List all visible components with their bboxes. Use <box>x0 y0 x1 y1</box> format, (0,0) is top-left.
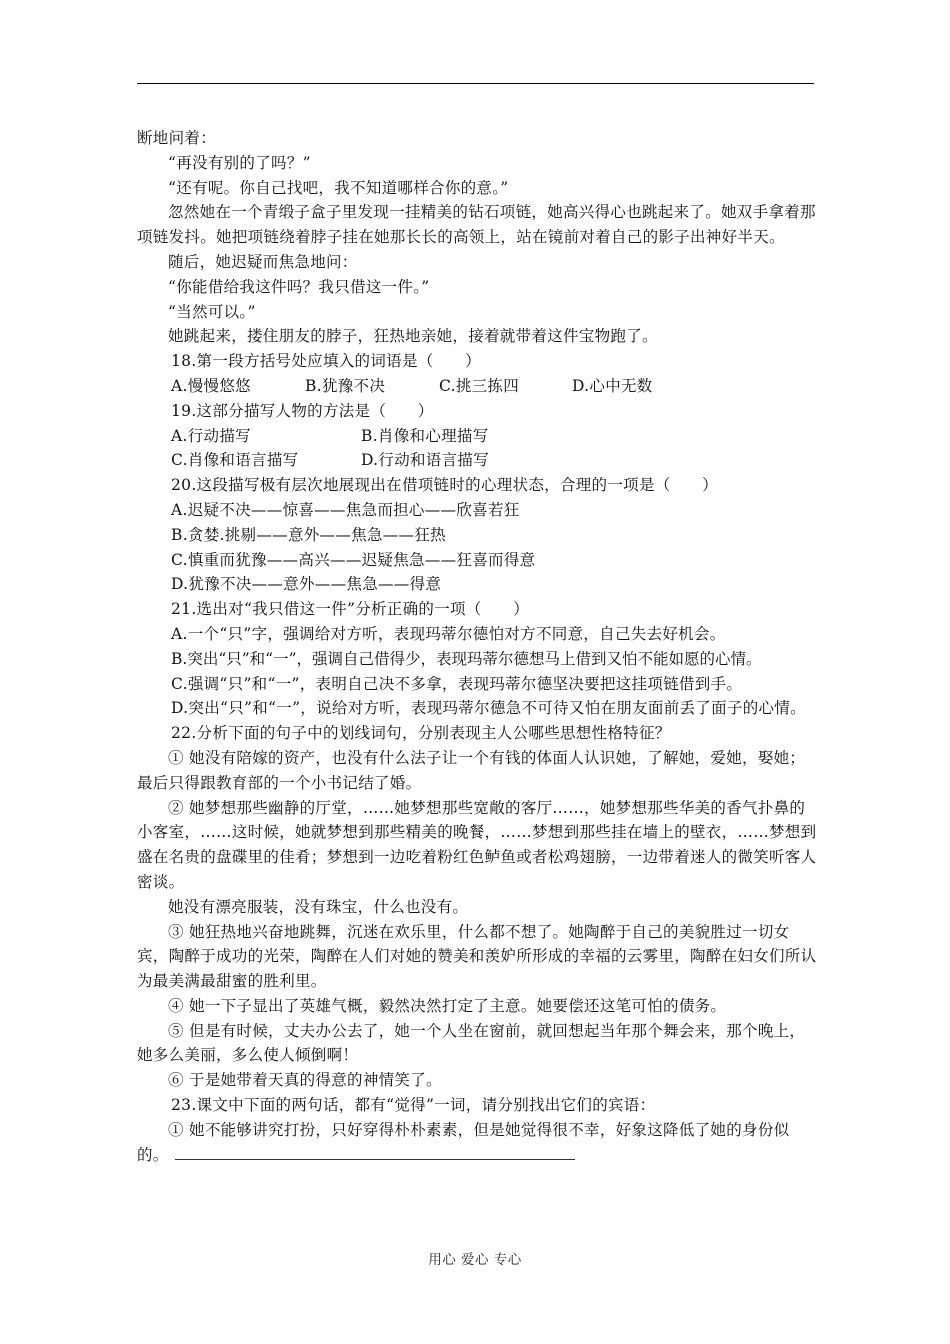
option-b: B.突出“只”和“一”，强调自己借得少，表现玛蒂尔德想马上借到又怕不能如愿的心情。 <box>171 649 762 668</box>
passage-line: 她跳起来，搂住朋友的脖子，狂热地亲她，接着就带着这件宝物跑了。 <box>168 327 658 346</box>
question-21-stem: 21.选出对“我只借这一件”分析正确的一项（ ） <box>171 600 529 619</box>
option-a: A.一个“只”字，强调给对方听，表现玛蒂尔德怕对方不同意，自己失去好机会。 <box>171 624 726 643</box>
option-c: C.肖像和语言描写 <box>171 451 299 470</box>
question-23-stem: 23.课文中下面的两句话，都有“觉得”一词，请分别找出它们的宾语： <box>171 1096 656 1115</box>
question-18-stem: 18.第一段方括号处应填入的词语是（ ） <box>171 352 481 371</box>
sentence-2-continued: 她没有漂亮服装，没有珠宝，什么也没有。 <box>168 897 469 916</box>
header-rule <box>137 83 814 84</box>
passage-line: “还有呢。你自己找吧，我不知道哪样合你的意。” <box>168 178 509 197</box>
question-19-stem: 19.这部分描写人物的方法是（ ） <box>171 401 434 420</box>
question-22-stem: 22.分析下面的句子中的划线词句，分别表现主人公哪些思想性格特征？ <box>171 724 671 743</box>
document-body <box>137 126 820 1167</box>
option-c: C.强调“只”和“一”，表明自己决不多拿，表现玛蒂尔德坚决要把这挂项链借到手。 <box>171 674 743 693</box>
option-a: A.慢慢悠悠 <box>171 376 251 395</box>
question-18-options <box>137 374 820 399</box>
page-footer: 用心 爱心 专心 <box>428 1252 522 1268</box>
sentence-5: ⑤ 但是有时候，丈夫办公去了，她一个人坐在窗前，就回想起当年那个舞会来，那个晚上，她多么美丽，多么使人倾倒啊！ <box>137 1021 806 1065</box>
sentence-text: ① 她不能够讲究打扮，只好穿得朴朴素素，但是她觉得很不幸，好象这降低了她的身份似的。 <box>137 1120 790 1164</box>
option-c: C.挑三拣四 <box>439 376 520 395</box>
option-d: D.行动和语言描写 <box>361 451 490 470</box>
option-d: D.突出“只”和“一”，说给对方听，表现玛蒂尔德急不可待又怕在朋友面前丢了面子的心情。 <box>171 699 806 718</box>
option-a: A.行动描写 <box>171 426 251 445</box>
option-d: D.犹豫不决——意外——焦急——得意 <box>171 575 442 594</box>
passage-line: 随后，她迟疑而焦急地问： <box>168 252 358 271</box>
option-a: A.迟疑不决——惊喜——焦急而担心——欣喜若狂 <box>171 500 520 519</box>
sentence-6: ⑥ 于是她带着天真的得意的神情笑了。 <box>168 1071 442 1090</box>
sentence-3: ③ 她狂热地兴奋地跳舞，沉迷在欢乐里，什么都不想了。她陶醉于自己的美貌胜过一切女宾，陶醉于成功的光荣，陶醉在人们对她的赞美和羡妒所形成的幸福的云雾里，陶醉在妇女们所认为最美满最甜蜜的胜利里。 <box>137 922 817 991</box>
answer-blank[interactable] <box>175 1159 575 1160</box>
passage-line: “再没有别的了吗？” <box>168 153 311 172</box>
passage-line: “当然可以。” <box>168 302 256 321</box>
option-b: B.贪婪.挑剔——意外——焦急——狂热 <box>171 525 446 544</box>
question-19-options-row1 <box>137 424 820 449</box>
question-20-stem: 20.这段描写极有层次地展现出在借项链时的心理状态，合理的一项是（ ） <box>171 476 718 495</box>
sentence-1 <box>137 1118 820 1168</box>
option-d: D.心中无数 <box>572 376 653 395</box>
sentence-4: ④ 她一下子显出了英雄气概，毅然决然打定了主意。她要偿还这笔可怕的债务。 <box>168 996 727 1015</box>
option-c: C.慎重而犹豫——高兴——迟疑焦急——狂喜而得意 <box>171 550 536 569</box>
passage-paragraph: 忽然她在一个青缎子盒子里发现一挂精美的钻石项链，她高兴得心也跳起来了。她双手拿着那项链发抖。她把项链绕着脖子挂在她那长长的高领上，站在镜前对着自己的影子出神好半天。 <box>137 203 816 247</box>
sentence-1: ① 她没有陪嫁的资产，也没有什么法子让一个有钱的体面人认识她，了解她，爱她，娶她；最后只得跟教育部的一个小书记结了婚。 <box>137 748 806 792</box>
sentence-2: ② 她梦想那些幽静的厅堂，……她梦想那些宽敞的客厅……，她梦想那些华美的香气扑鼻的小客室，……这时候，她就梦想到那些精美的晚餐，……梦想到那些挂在墙上的壁衣，……梦想到盛在名贵的盘碟里的佳肴；梦想到一边吃着粉红色鲈鱼或者松鸡翅膀，一边带着迷人的微笑听客人密谈。 <box>137 798 817 891</box>
passage-line: 断地问着： <box>137 129 217 147</box>
question-19-options-row2 <box>137 448 820 473</box>
option-b: B.肖像和心理描写 <box>361 426 489 445</box>
passage-line: “你能借给我这件吗？我只借这一件。” <box>168 277 430 296</box>
option-b: B.犹豫不决 <box>305 376 386 395</box>
